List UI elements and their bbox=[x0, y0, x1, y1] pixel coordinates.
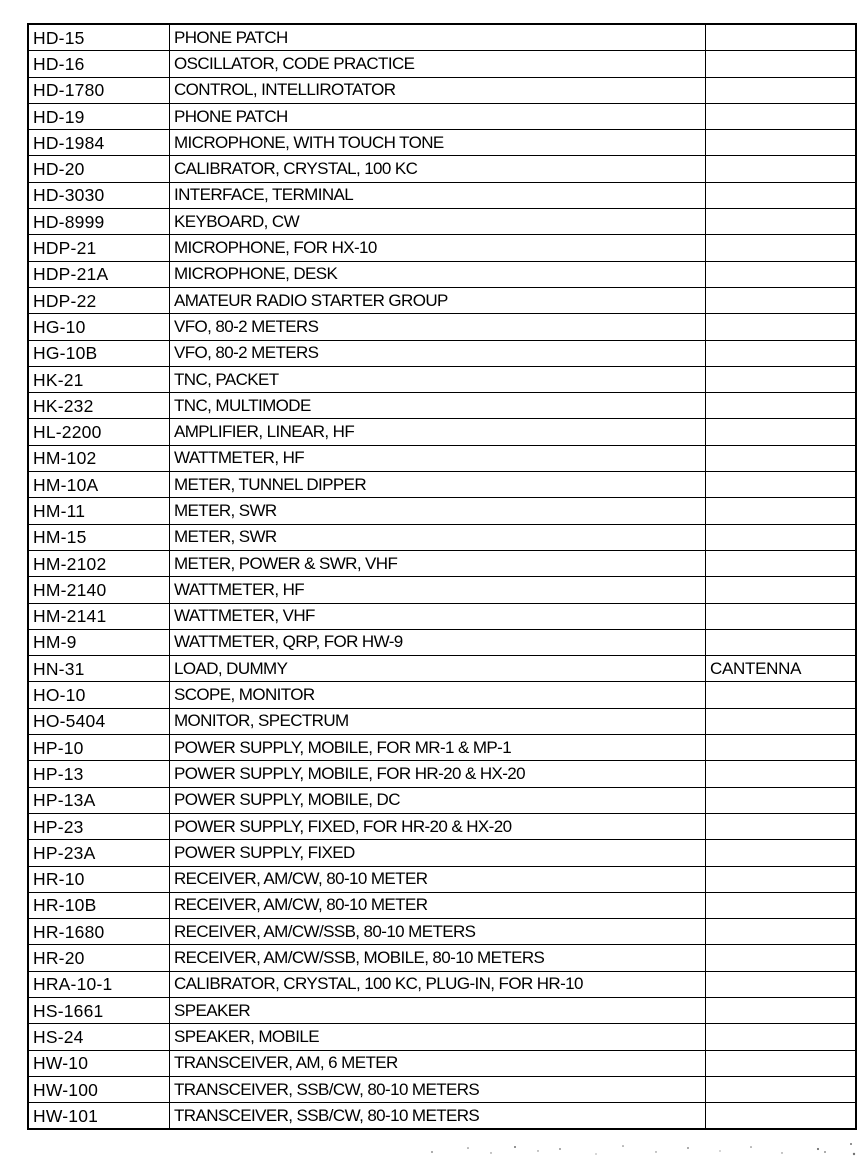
description-cell: SPEAKER, MOBILE bbox=[170, 1024, 706, 1050]
description-cell: VFO, 80-2 METERS bbox=[170, 314, 706, 340]
model-cell: HW-10 bbox=[28, 1050, 170, 1076]
description-cell: RECEIVER, AM/CW, 80-10 METER bbox=[170, 892, 706, 918]
table-row bbox=[28, 498, 856, 524]
model-cell: HR-20 bbox=[28, 945, 170, 971]
note-cell bbox=[706, 997, 857, 1023]
table-row bbox=[28, 577, 856, 603]
model-cell: HR-10B bbox=[28, 892, 170, 918]
model-cell: HDP-21A bbox=[28, 261, 170, 287]
note-cell bbox=[706, 261, 857, 287]
table-row bbox=[28, 1103, 856, 1130]
note-cell bbox=[706, 366, 857, 392]
table-row bbox=[28, 735, 856, 761]
note-cell bbox=[706, 787, 857, 813]
table-row bbox=[28, 866, 856, 892]
note-cell bbox=[706, 103, 857, 129]
note-cell bbox=[706, 77, 857, 103]
description-cell: AMATEUR RADIO STARTER GROUP bbox=[170, 287, 706, 313]
parts-table bbox=[27, 23, 857, 1130]
description-cell: WATTMETER, QRP, FOR HW-9 bbox=[170, 629, 706, 655]
model-cell: HRA-10-1 bbox=[28, 971, 170, 997]
table-row bbox=[28, 182, 856, 208]
note-cell: CANTENNA bbox=[706, 656, 857, 682]
description-cell: PHONE PATCH bbox=[170, 103, 706, 129]
note-cell bbox=[706, 971, 857, 997]
description-cell: MONITOR, SPECTRUM bbox=[170, 708, 706, 734]
table-row bbox=[28, 235, 856, 261]
note-cell bbox=[706, 445, 857, 471]
note-cell bbox=[706, 1024, 857, 1050]
model-cell: HM-102 bbox=[28, 445, 170, 471]
description-cell: METER, POWER & SWR, VHF bbox=[170, 550, 706, 576]
table-row bbox=[28, 24, 856, 51]
table-row bbox=[28, 261, 856, 287]
description-cell: MICROPHONE, DESK bbox=[170, 261, 706, 287]
note-cell bbox=[706, 603, 857, 629]
description-cell: OSCILLATOR, CODE PRACTICE bbox=[170, 51, 706, 77]
note-cell bbox=[706, 393, 857, 419]
table-row bbox=[28, 892, 856, 918]
note-cell bbox=[706, 813, 857, 839]
model-cell: HW-101 bbox=[28, 1103, 170, 1130]
note-cell bbox=[706, 1103, 857, 1130]
parts-table-body bbox=[28, 24, 856, 1129]
table-row bbox=[28, 287, 856, 313]
description-cell: CALIBRATOR, CRYSTAL, 100 KC bbox=[170, 156, 706, 182]
description-cell: CONTROL, INTELLIROTATOR bbox=[170, 77, 706, 103]
description-cell: MICROPHONE, WITH TOUCH TONE bbox=[170, 130, 706, 156]
model-cell: HDP-21 bbox=[28, 235, 170, 261]
table-row bbox=[28, 393, 856, 419]
description-cell: WATTMETER, HF bbox=[170, 445, 706, 471]
description-cell: AMPLIFIER, LINEAR, HF bbox=[170, 419, 706, 445]
description-cell: RECEIVER, AM/CW/SSB, MOBILE, 80-10 METERS bbox=[170, 945, 706, 971]
note-cell bbox=[706, 314, 857, 340]
table-row bbox=[28, 445, 856, 471]
model-cell: HD-15 bbox=[28, 24, 170, 51]
description-cell: SCOPE, MONITOR bbox=[170, 682, 706, 708]
description-cell: PHONE PATCH bbox=[170, 24, 706, 51]
description-cell: INTERFACE, TERMINAL bbox=[170, 182, 706, 208]
model-cell: HS-1661 bbox=[28, 997, 170, 1023]
table-row bbox=[28, 1076, 856, 1102]
model-cell: HD-16 bbox=[28, 51, 170, 77]
model-cell: HD-1984 bbox=[28, 130, 170, 156]
description-cell: RECEIVER, AM/CW, 80-10 METER bbox=[170, 866, 706, 892]
note-cell bbox=[706, 866, 857, 892]
model-cell: HR-1680 bbox=[28, 919, 170, 945]
model-cell: HM-2141 bbox=[28, 603, 170, 629]
model-cell: HM-2140 bbox=[28, 577, 170, 603]
table-row bbox=[28, 1024, 856, 1050]
note-cell bbox=[706, 1050, 857, 1076]
table-row bbox=[28, 761, 856, 787]
table-row bbox=[28, 813, 856, 839]
scan-noise bbox=[420, 1138, 860, 1162]
table-row bbox=[28, 656, 856, 682]
model-cell: HP-23A bbox=[28, 840, 170, 866]
note-cell bbox=[706, 840, 857, 866]
table-row bbox=[28, 366, 856, 392]
model-cell: HK-21 bbox=[28, 366, 170, 392]
model-cell: HP-23 bbox=[28, 813, 170, 839]
table-row bbox=[28, 919, 856, 945]
model-cell: HM-15 bbox=[28, 524, 170, 550]
model-cell: HS-24 bbox=[28, 1024, 170, 1050]
table-row bbox=[28, 130, 856, 156]
model-cell: HP-13A bbox=[28, 787, 170, 813]
description-cell: POWER SUPPLY, MOBILE, FOR HR-20 & HX-20 bbox=[170, 761, 706, 787]
note-cell bbox=[706, 51, 857, 77]
model-cell: HK-232 bbox=[28, 393, 170, 419]
model-cell: HD-8999 bbox=[28, 209, 170, 235]
description-cell: TRANSCEIVER, SSB/CW, 80-10 METERS bbox=[170, 1076, 706, 1102]
table-row bbox=[28, 1050, 856, 1076]
table-row bbox=[28, 971, 856, 997]
table-row bbox=[28, 51, 856, 77]
note-cell bbox=[706, 419, 857, 445]
model-cell: HD-1780 bbox=[28, 77, 170, 103]
table-row bbox=[28, 840, 856, 866]
description-cell: TNC, MULTIMODE bbox=[170, 393, 706, 419]
model-cell: HR-10 bbox=[28, 866, 170, 892]
note-cell bbox=[706, 130, 857, 156]
description-cell: TNC, PACKET bbox=[170, 366, 706, 392]
description-cell: CALIBRATOR, CRYSTAL, 100 KC, PLUG-IN, FOR HR-10 bbox=[170, 971, 706, 997]
table-row bbox=[28, 340, 856, 366]
model-cell: HP-10 bbox=[28, 735, 170, 761]
description-cell: METER, SWR bbox=[170, 524, 706, 550]
table-row bbox=[28, 550, 856, 576]
table-row bbox=[28, 682, 856, 708]
model-cell: HM-2102 bbox=[28, 550, 170, 576]
table-row bbox=[28, 103, 856, 129]
model-cell: HDP-22 bbox=[28, 287, 170, 313]
table-row bbox=[28, 708, 856, 734]
model-cell: HM-9 bbox=[28, 629, 170, 655]
note-cell bbox=[706, 892, 857, 918]
model-cell: HG-10 bbox=[28, 314, 170, 340]
model-cell: HD-3030 bbox=[28, 182, 170, 208]
description-cell: METER, TUNNEL DIPPER bbox=[170, 472, 706, 498]
model-cell: HG-10B bbox=[28, 340, 170, 366]
model-cell: HW-100 bbox=[28, 1076, 170, 1102]
description-cell: TRANSCEIVER, SSB/CW, 80-10 METERS bbox=[170, 1103, 706, 1130]
description-cell: MICROPHONE, FOR HX-10 bbox=[170, 235, 706, 261]
description-cell: LOAD, DUMMY bbox=[170, 656, 706, 682]
description-cell: WATTMETER, HF bbox=[170, 577, 706, 603]
note-cell bbox=[706, 682, 857, 708]
note-cell bbox=[706, 472, 857, 498]
note-cell bbox=[706, 735, 857, 761]
description-cell: VFO, 80-2 METERS bbox=[170, 340, 706, 366]
description-cell: SPEAKER bbox=[170, 997, 706, 1023]
note-cell bbox=[706, 761, 857, 787]
note-cell bbox=[706, 708, 857, 734]
description-cell: WATTMETER, VHF bbox=[170, 603, 706, 629]
note-cell bbox=[706, 209, 857, 235]
note-cell bbox=[706, 182, 857, 208]
model-cell: HL-2200 bbox=[28, 419, 170, 445]
table-row bbox=[28, 472, 856, 498]
description-cell: METER, SWR bbox=[170, 498, 706, 524]
model-cell: HN-31 bbox=[28, 656, 170, 682]
note-cell bbox=[706, 156, 857, 182]
model-cell: HD-20 bbox=[28, 156, 170, 182]
note-cell bbox=[706, 24, 857, 51]
table-row bbox=[28, 787, 856, 813]
description-cell: POWER SUPPLY, MOBILE, DC bbox=[170, 787, 706, 813]
note-cell bbox=[706, 577, 857, 603]
table-row bbox=[28, 945, 856, 971]
table-row bbox=[28, 603, 856, 629]
description-cell: POWER SUPPLY, FIXED, FOR HR-20 & HX-20 bbox=[170, 813, 706, 839]
model-cell: HO-5404 bbox=[28, 708, 170, 734]
table-row bbox=[28, 209, 856, 235]
model-cell: HM-11 bbox=[28, 498, 170, 524]
note-cell bbox=[706, 498, 857, 524]
description-cell: TRANSCEIVER, AM, 6 METER bbox=[170, 1050, 706, 1076]
table-row bbox=[28, 314, 856, 340]
note-cell bbox=[706, 550, 857, 576]
note-cell bbox=[706, 340, 857, 366]
table-row bbox=[28, 156, 856, 182]
description-cell: POWER SUPPLY, FIXED bbox=[170, 840, 706, 866]
model-cell: HO-10 bbox=[28, 682, 170, 708]
table-row bbox=[28, 629, 856, 655]
note-cell bbox=[706, 1076, 857, 1102]
table-row bbox=[28, 77, 856, 103]
model-cell: HP-13 bbox=[28, 761, 170, 787]
table-row bbox=[28, 524, 856, 550]
description-cell: KEYBOARD, CW bbox=[170, 209, 706, 235]
model-cell: HM-10A bbox=[28, 472, 170, 498]
note-cell bbox=[706, 919, 857, 945]
note-cell bbox=[706, 629, 857, 655]
description-cell: POWER SUPPLY, MOBILE, FOR MR-1 & MP-1 bbox=[170, 735, 706, 761]
note-cell bbox=[706, 945, 857, 971]
description-cell: RECEIVER, AM/CW/SSB, 80-10 METERS bbox=[170, 919, 706, 945]
note-cell bbox=[706, 524, 857, 550]
model-cell: HD-19 bbox=[28, 103, 170, 129]
table-row bbox=[28, 419, 856, 445]
table-row bbox=[28, 997, 856, 1023]
note-cell bbox=[706, 287, 857, 313]
note-cell bbox=[706, 235, 857, 261]
